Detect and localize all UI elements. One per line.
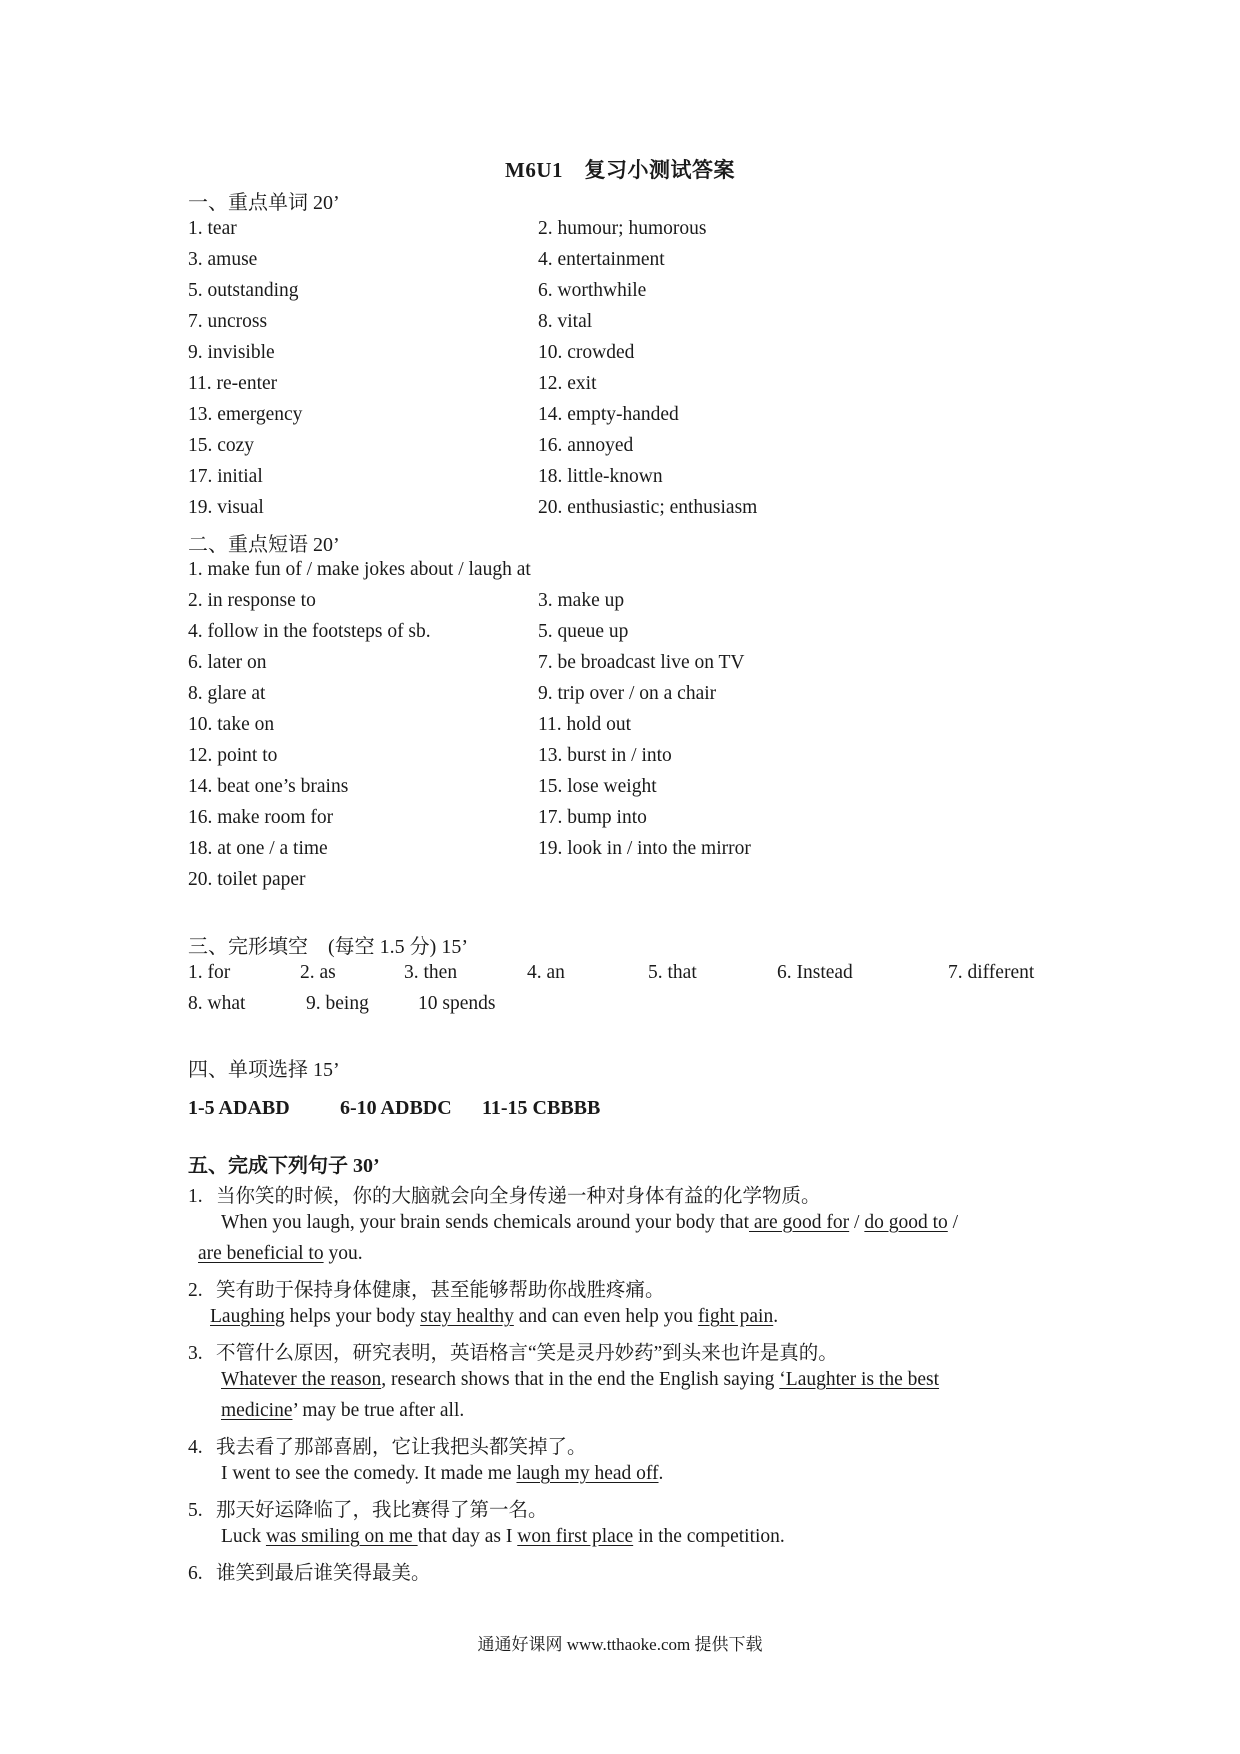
choice-answers: 6-10 ADBDC (340, 1097, 452, 1119)
sentence-chinese (188, 1337, 838, 1365)
answer-row (188, 776, 1088, 804)
cloze-answer: 5. that (648, 962, 697, 983)
answer-row (188, 683, 1088, 711)
answer-item: 13. emergency (188, 404, 303, 425)
answer-row (188, 280, 1088, 308)
sentence-chinese-text: 笑有助于保持身体健康，甚至能够帮助你战胜疼痛。 (216, 1280, 665, 1301)
sentence-chinese-text: 那天好运降临了，我比赛得了第一名。 (216, 1500, 548, 1521)
answer-item: 12. exit (538, 373, 597, 394)
cloze-answer: 1. for (188, 962, 231, 983)
sentence-text: / (849, 1212, 865, 1233)
answer-item: 2. humour; humorous (538, 218, 707, 239)
answer-item: 16. annoyed (538, 435, 634, 456)
section2-heading: 二、重点短语 20’ (188, 534, 340, 556)
sentence-text: When you laugh, your brain sends chemicals around your body that (221, 1212, 749, 1233)
sentence-answer: was smiling on me (265, 1526, 418, 1547)
answer-item: 15. lose weight (538, 776, 657, 797)
answer-row (188, 342, 1088, 370)
answer-item: 3. amuse (188, 249, 258, 270)
answer-item: 6. worthwhile (538, 280, 647, 301)
sentence-answer: won first place (517, 1526, 634, 1547)
sentence-number: 2. (188, 1280, 203, 1301)
sentence-number: 3. (188, 1343, 203, 1364)
sentence-number: 1. (188, 1186, 203, 1207)
answer-item: 14. empty-handed (538, 404, 679, 425)
answer-item: 17. initial (188, 466, 263, 487)
answer-item: 6. later on (188, 652, 267, 673)
answer-row (188, 435, 1088, 463)
answer-item: 13. burst in / into (538, 745, 672, 766)
sentence-text: ’ may be true after all. (292, 1400, 465, 1421)
answer-item: 7. uncross (188, 311, 268, 332)
cloze-answer: 3. then (404, 962, 458, 983)
cloze-answer: 10 spends (418, 993, 496, 1014)
sentence-answer: laugh my head off (516, 1463, 659, 1484)
answer-item: 19. visual (188, 497, 264, 518)
answer-row (188, 838, 1088, 866)
answer-item: 20. enthusiastic; enthusiasm (538, 497, 758, 518)
answer-item: 15. cozy (188, 435, 255, 456)
answer-item: 3. make up (538, 590, 625, 611)
answer-row (188, 466, 1088, 494)
answer-row (188, 714, 1088, 742)
sentence-answer: Laughing (210, 1306, 285, 1327)
sentence-answer: stay healthy (420, 1306, 514, 1327)
sentence-text: helps your body (284, 1306, 421, 1327)
answer-row (188, 218, 1088, 246)
answer-item: 9. invisible (188, 342, 275, 363)
answer-row (188, 373, 1088, 401)
sentence-chinese (188, 1494, 548, 1522)
cloze-answer: 8. what (188, 993, 246, 1014)
answer-item: 16. make room for (188, 807, 334, 828)
sentence-chinese (188, 1180, 821, 1208)
sentence-text: , research shows that in the end the English saying (381, 1369, 780, 1390)
sentence-answer: Whatever the reason (221, 1369, 382, 1390)
sentence-answer: are beneficial to (198, 1243, 324, 1264)
answer-item: 4. follow in the footsteps of sb. (188, 621, 431, 642)
answer-item: 12. point to (188, 745, 278, 766)
answer-item: 5. queue up (538, 621, 629, 642)
answer-row (188, 807, 1088, 835)
answer-item: 7. be broadcast live on TV (538, 652, 745, 673)
section5-heading: 五、完成下列句子 30’ (188, 1155, 380, 1177)
sentence-text: and can even help you (513, 1306, 698, 1327)
answer-item: 11. re-enter (188, 373, 278, 394)
answer-item: 9. trip over / on a chair (538, 683, 717, 704)
answer-item: 8. glare at (188, 683, 266, 704)
phrase-item: 1. make fun of / make jokes about / laugh at (188, 559, 531, 580)
sentence-answer: fight pain (697, 1306, 774, 1327)
sentence-answer: ‘Laughter is the best (779, 1369, 940, 1390)
answer-item: 11. hold out (538, 714, 631, 735)
cloze-answer: 4. an (527, 962, 565, 983)
sentence-chinese-text: 不管什么原因，研究表明，英语格言“笑是灵丹妙药”到头来也许是真的。 (216, 1343, 838, 1364)
answer-row (188, 652, 1088, 680)
sentence-answer: medicine (221, 1400, 293, 1421)
answer-row (188, 497, 1088, 525)
sentence-text: I went to see the comedy. It made me (221, 1463, 517, 1484)
sentence-number: 4. (188, 1437, 203, 1458)
answer-item: 2. in response to (188, 590, 316, 611)
answer-item: 4. entertainment (538, 249, 665, 270)
answer-item: 10. take on (188, 714, 275, 735)
cloze-answer: 2. as (300, 962, 336, 983)
sentence-answer: do good to (864, 1212, 948, 1233)
cloze-answer: 9. being (306, 993, 369, 1014)
sentence-chinese (188, 1274, 665, 1302)
answer-row (188, 745, 1088, 773)
phrase-item: 20. toilet paper (188, 869, 306, 890)
sentence-chinese-text: 当你笑的时候，你的大脑就会向全身传递一种对身体有益的化学物质。 (216, 1186, 821, 1207)
answer-item: 14. beat one’s brains (188, 776, 349, 797)
sentence-chinese-text: 谁笑到最后谁笑得最美。 (216, 1563, 431, 1584)
answer-item: 18. little-known (538, 466, 663, 487)
answer-item: 18. at one / a time (188, 838, 328, 859)
page-title: M6U1 复习小测试答案 (505, 158, 735, 182)
answer-row (188, 404, 1088, 432)
sentence-chinese (188, 1557, 431, 1585)
sentence-english (210, 1306, 778, 1328)
sentence-number: 6. (188, 1563, 203, 1584)
sentence-english (198, 1243, 363, 1265)
section1-heading: 一、重点单词 20’ (188, 192, 340, 214)
sentence-text: / (947, 1212, 959, 1233)
sentence-text: . (658, 1463, 664, 1484)
sentence-english (221, 1463, 663, 1485)
sentence-text: . (773, 1306, 779, 1327)
answer-row (188, 590, 1088, 618)
sentence-answer: are good for (749, 1212, 850, 1233)
cloze-answer: 6. Instead (777, 962, 853, 983)
answer-item: 1. tear (188, 218, 237, 239)
answer-row (188, 311, 1088, 339)
choice-answers: 1-5 ADABD (188, 1097, 290, 1119)
sentence-text: you. (323, 1243, 363, 1264)
answer-row (188, 621, 1088, 649)
sentence-text: Luck (221, 1526, 266, 1547)
section4-heading: 四、单项选择 15’ (188, 1059, 340, 1081)
page-footer: 通通好课网 www.tthaoke.com 提供下载 (477, 1635, 763, 1654)
section3-heading: 三、完形填空 (每空 1.5 分) 15’ (188, 936, 468, 958)
sentence-text: that day as I (417, 1526, 518, 1547)
sentence-english (221, 1212, 958, 1234)
answer-row (188, 249, 1088, 277)
sentence-text: in the competition. (633, 1526, 785, 1547)
sentence-english (221, 1526, 785, 1548)
cloze-answer: 7. different (948, 962, 1035, 983)
answer-item: 5. outstanding (188, 280, 299, 301)
answer-item: 10. crowded (538, 342, 635, 363)
sentence-chinese (188, 1431, 587, 1459)
sentence-english (221, 1369, 939, 1391)
sentence-chinese-text: 我去看了那部喜剧，它让我把头都笑掉了。 (216, 1437, 587, 1458)
sentence-english (221, 1400, 464, 1422)
answer-item: 17. bump into (538, 807, 647, 828)
sentence-number: 5. (188, 1500, 203, 1521)
answer-item: 19. look in / into the mirror (538, 838, 751, 859)
answer-item: 8. vital (538, 311, 593, 332)
choice-answers: 11-15 CBBBB (482, 1097, 601, 1119)
